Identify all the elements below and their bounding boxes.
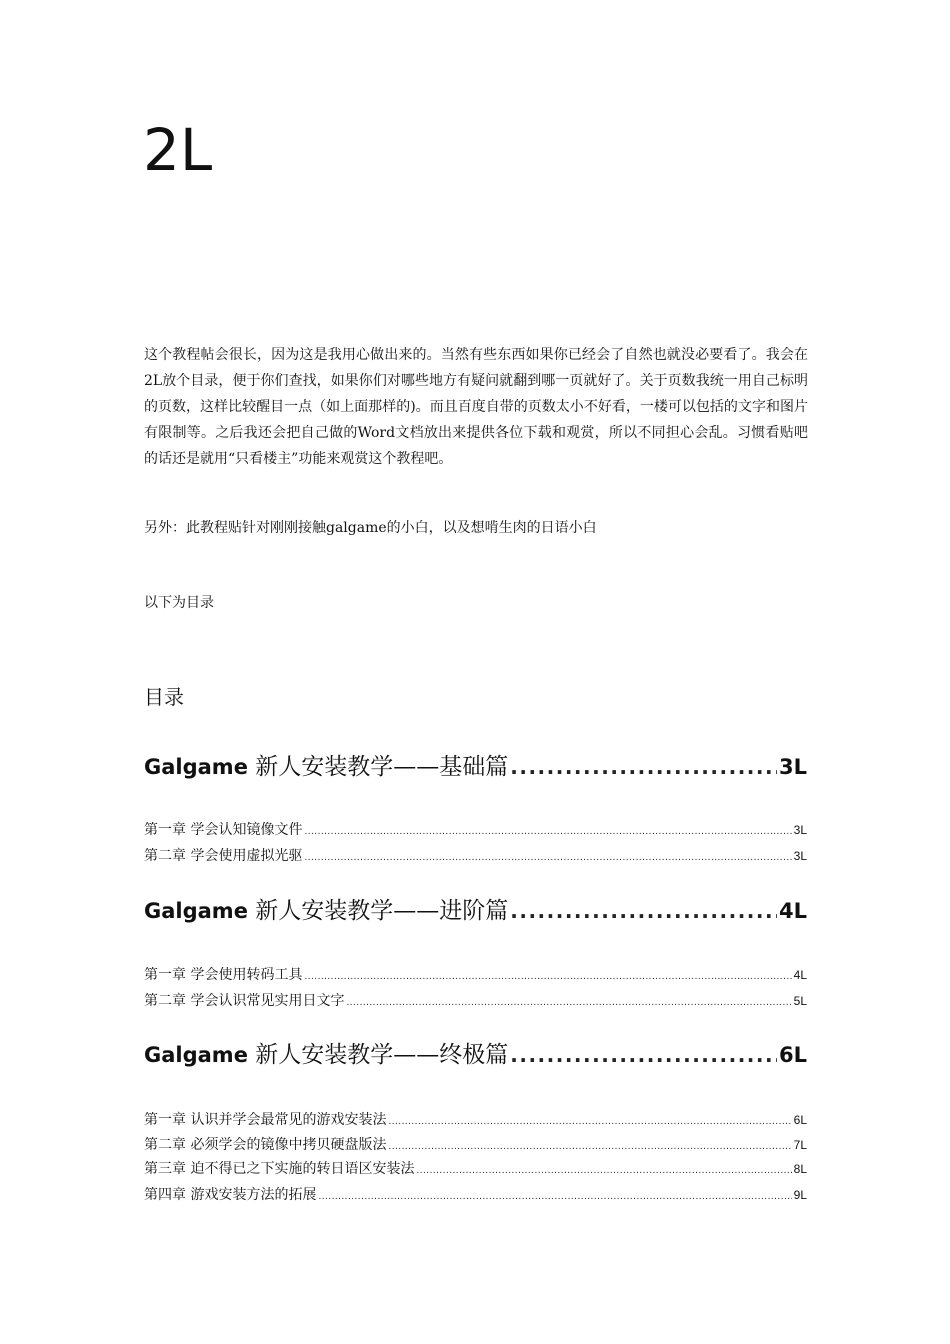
- audience-note: 另外：此教程贴针对刚刚接触galgame的小白，以及想啃生肉的日语小白: [144, 520, 597, 536]
- toc-chapter-label: 第三章 迫不得已之下实施的转日语区安装法: [144, 1161, 415, 1177]
- toc-heading: 目录: [144, 685, 184, 709]
- toc-page-number: 3L: [779, 755, 807, 779]
- toc-chapter-item[interactable]: [144, 817, 807, 843]
- intro-paragraph: 这个教程帖会很长，因为这是我用心做出来的。当然有些东西如果你已经会了自然也就没必要看了。我会在2L放个目录，便于你们查找，如果你们对哪些地方有疑问就翻到哪一页就好了。关于页数我统一用自己标明的页数，这样比较醒目一点（如上面那样的)。而且百度自带的页数太小不好看，一楼可以包括的文字和图片有限制等。之后我还会把自己做的Word文档放出来提供各位下载和观赏，所以不同担心会乱。习惯看贴吧的话还是就用“只看楼主”功能来观赏这个教程吧。: [144, 347, 808, 467]
- toc-chapter-item[interactable]: [144, 843, 807, 869]
- page-title: 2L: [143, 116, 213, 184]
- toc-chapter-label: 第一章 学会使用转码工具: [144, 967, 303, 983]
- toc-chapter-item[interactable]: [144, 1156, 807, 1182]
- dot-leader: [318, 1184, 791, 1210]
- dot-leader: [510, 894, 777, 928]
- toc-section-label: Galgame 新人安装教学——终极篇: [144, 1042, 509, 1068]
- toc-page-number: 7L: [793, 1138, 807, 1152]
- toc-page-number: 8L: [793, 1162, 807, 1176]
- toc-section-advanced[interactable]: [144, 894, 807, 928]
- toc-section-label: Galgame 新人安装教学——进阶篇: [144, 898, 509, 924]
- toc-chapter-label: 第一章 认识并学会最常见的游戏安装法: [144, 1112, 387, 1128]
- dot-leader: [416, 1158, 791, 1184]
- toc-page-number: 6L: [793, 1113, 807, 1127]
- toc-page-number: 6L: [779, 1043, 807, 1067]
- dot-leader: [304, 845, 791, 871]
- toc-chapter-item[interactable]: [144, 988, 807, 1014]
- toc-chapter-item[interactable]: [144, 1107, 807, 1133]
- toc-page-number: 5L: [793, 994, 807, 1008]
- toc-section-basic[interactable]: [144, 750, 807, 784]
- toc-page-number: 3L: [793, 823, 807, 837]
- dot-leader: [304, 964, 791, 990]
- toc-page-number: 4L: [793, 968, 807, 982]
- toc-chapter-label: 第二章 学会认识常见实用日文字: [144, 993, 345, 1009]
- toc-chapter-label: 第一章 学会认知镜像文件: [144, 822, 303, 838]
- toc-page-number: 4L: [779, 899, 807, 923]
- toc-chapter-label: 第四章 游戏安装方法的拓展: [144, 1187, 317, 1203]
- toc-page-number: 9L: [793, 1188, 807, 1202]
- dot-leader: [510, 750, 777, 784]
- dot-leader: [346, 990, 791, 1016]
- toc-chapter-label: 第二章 必须学会的镜像中拷贝硬盘版法: [144, 1137, 387, 1153]
- dot-leader: [304, 819, 791, 845]
- toc-section-label: Galgame 新人安装教学——基础篇: [144, 754, 509, 780]
- toc-section-ultimate[interactable]: [144, 1038, 807, 1072]
- toc-chapter-item[interactable]: [144, 962, 807, 988]
- dot-leader: [510, 1038, 777, 1072]
- toc-chapter-item[interactable]: [144, 1132, 807, 1158]
- toc-lead-text: 以下为目录: [144, 595, 214, 611]
- toc-chapter-label: 第二章 学会使用虚拟光驱: [144, 848, 303, 864]
- toc-chapter-item[interactable]: [144, 1182, 807, 1208]
- toc-page-number: 3L: [793, 849, 807, 863]
